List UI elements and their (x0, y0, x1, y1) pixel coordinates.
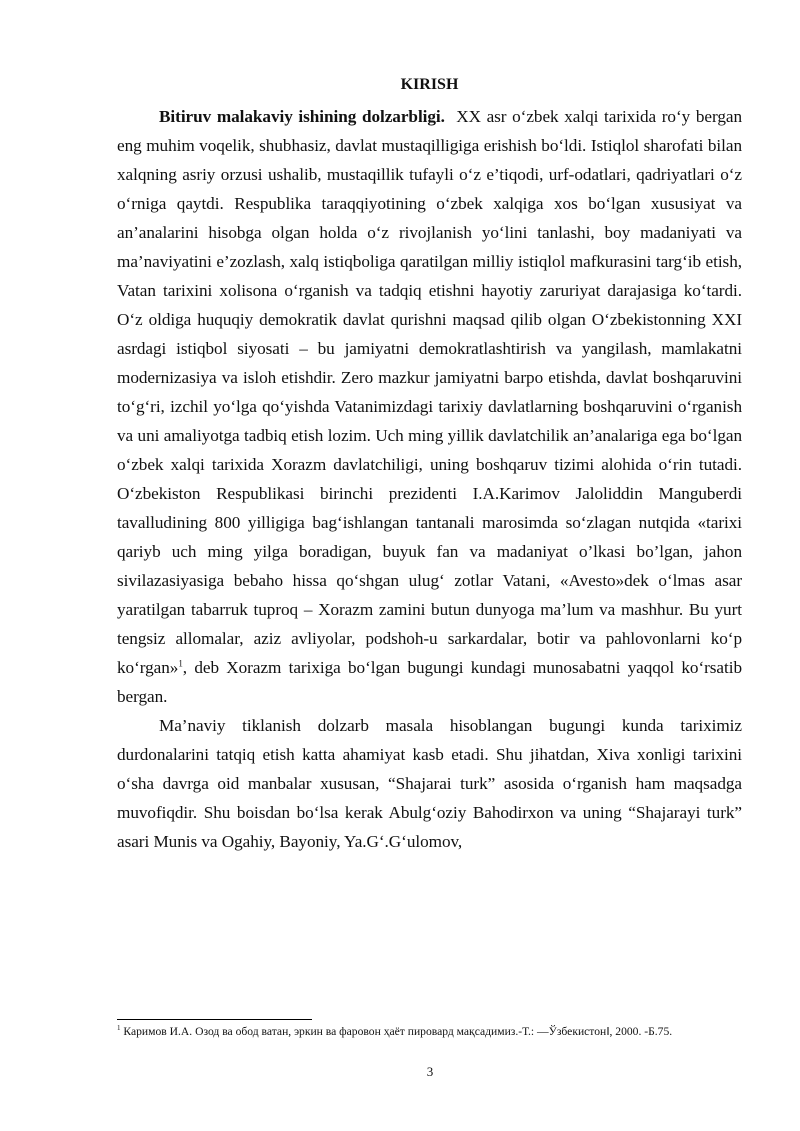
page-body (117, 76, 742, 856)
footnote-divider (117, 1019, 312, 1020)
paragraph-text: Ma’naviy tiklanish dolzarb masala hisoblangan bugungi kunda tariximiz durdonalarini tatqiq etish katta ahamiyat kasb etadi. Shu jihatdan, Xiva xonligi tarixini o‘sha davrga oid manbalar xususan, “Shajarai turk” asosida o‘rganish ham maqsadga muvofiqdir. Shu boisdan bo‘lsa kerak Abulg‘oziy Bahodirxon va uning “Shajarayi turk” asari Munis va Ogahiy, Bayoniy, Ya.G‘.G‘ulomov, (117, 716, 742, 851)
footnote (117, 1023, 742, 1040)
page-heading: KIRISH (400, 76, 459, 93)
footnote-reference[interactable]: 1 (178, 658, 183, 669)
paragraph-lead: Bitiruv malakaviy ishining dolzarbligi. (159, 107, 445, 126)
footnote-text: Каримов И.А. Озод ва обод ватан, эркин ва фаровон ҳаёт пировард мақсадимиз.-Т.: —Ўзбекистонǁ, 2000. -Б.75. (123, 1025, 673, 1038)
paragraph-relevance (117, 102, 742, 711)
paragraph-text: XX asr o‘zbek xalqi tarixida ro‘y bergan eng muhim voqelik, shubhasiz, davlat mustaqilligiga erishish bo‘ldi. Istiqlol sharofati bilan xalqning asriy orzusi ushalib, mustaqillik tufayli o‘z e’tiqodi, urf-odatlari, qadriyatlari o‘z o‘rniga qaytdi. Respublika taraqqiyotining o‘zbek xalqiga xos bo‘lgan xususiyat va an’analarini hisobga olgan holda o‘z rivojlanish yo‘lini tanlashi, boy madaniyati va ma’naviyatini e’zozlash, xalq istiqboliga qaratilgan milliy istiqlol mafkurasini targ‘ib etish, Vatan tarixini xolisona o‘rganish va tadqiq etishni hayotiy zaruriyat darajasiga ko‘tardi. O‘z oldiga huquqiy demokratik davlat qurishni maqsad qilib olgan O‘zbekistonning XXI asrdagi istiqbol siyosati – bu jamiyatni demokratlashtirish va yangilash, mamlakatni modernizasiya va isloh etishdir. Zero mazkur jamiyatni barpo etishda, davlat boshqaruvini to‘g‘ri, izchil yo‘lga qo‘yishda Vatanimizdagi tarixiy davlatlarning boshqaruvini o‘rganish va uni amaliyotga tadbiq etish lozim. Uch ming yillik davlatchilik an’analariga ega bo‘lgan o‘zbek xalqi tarixida Xorazm davlatchiligi, uning boshqaruv tizimi alohida o‘rin tutadi. O‘zbekiston Respublikasi birinchi prezidenti I.A.Karimov Jaloliddin Manguberdi tavalludining 800 yilligiga bag‘ishlangan tantanali marosimda so‘zlagan nutqida «tarixi qariyb uch ming yilga boradigan, buyuk fan va madaniyat o’lkasi bo’lgan, jahon sivilazasiyasiga bebaho hissa qo‘shgan ulug‘ zotlar Vatani, «Avesto»dek o‘lmas asar yaratilgan tabarruk tuproq – Xorazm zamini butun dunyoga ma’lum va mashhur. Bu yurt tengsiz allomalar, aziz avliyolar, podshoh-u sarkardalar, botir va pahlovonlarni ko‘p ko‘rgan» (117, 107, 742, 677)
footnote-mark: 1 (117, 1024, 121, 1033)
paragraph-text-after: , deb Xorazm tarixiga bo‘lgan bugungi kundagi munosabatni yaqqol ko‘rsatib bergan. (117, 658, 742, 706)
page-number: 3 (426, 1064, 434, 1079)
paragraph-spiritual-revival (117, 711, 742, 856)
